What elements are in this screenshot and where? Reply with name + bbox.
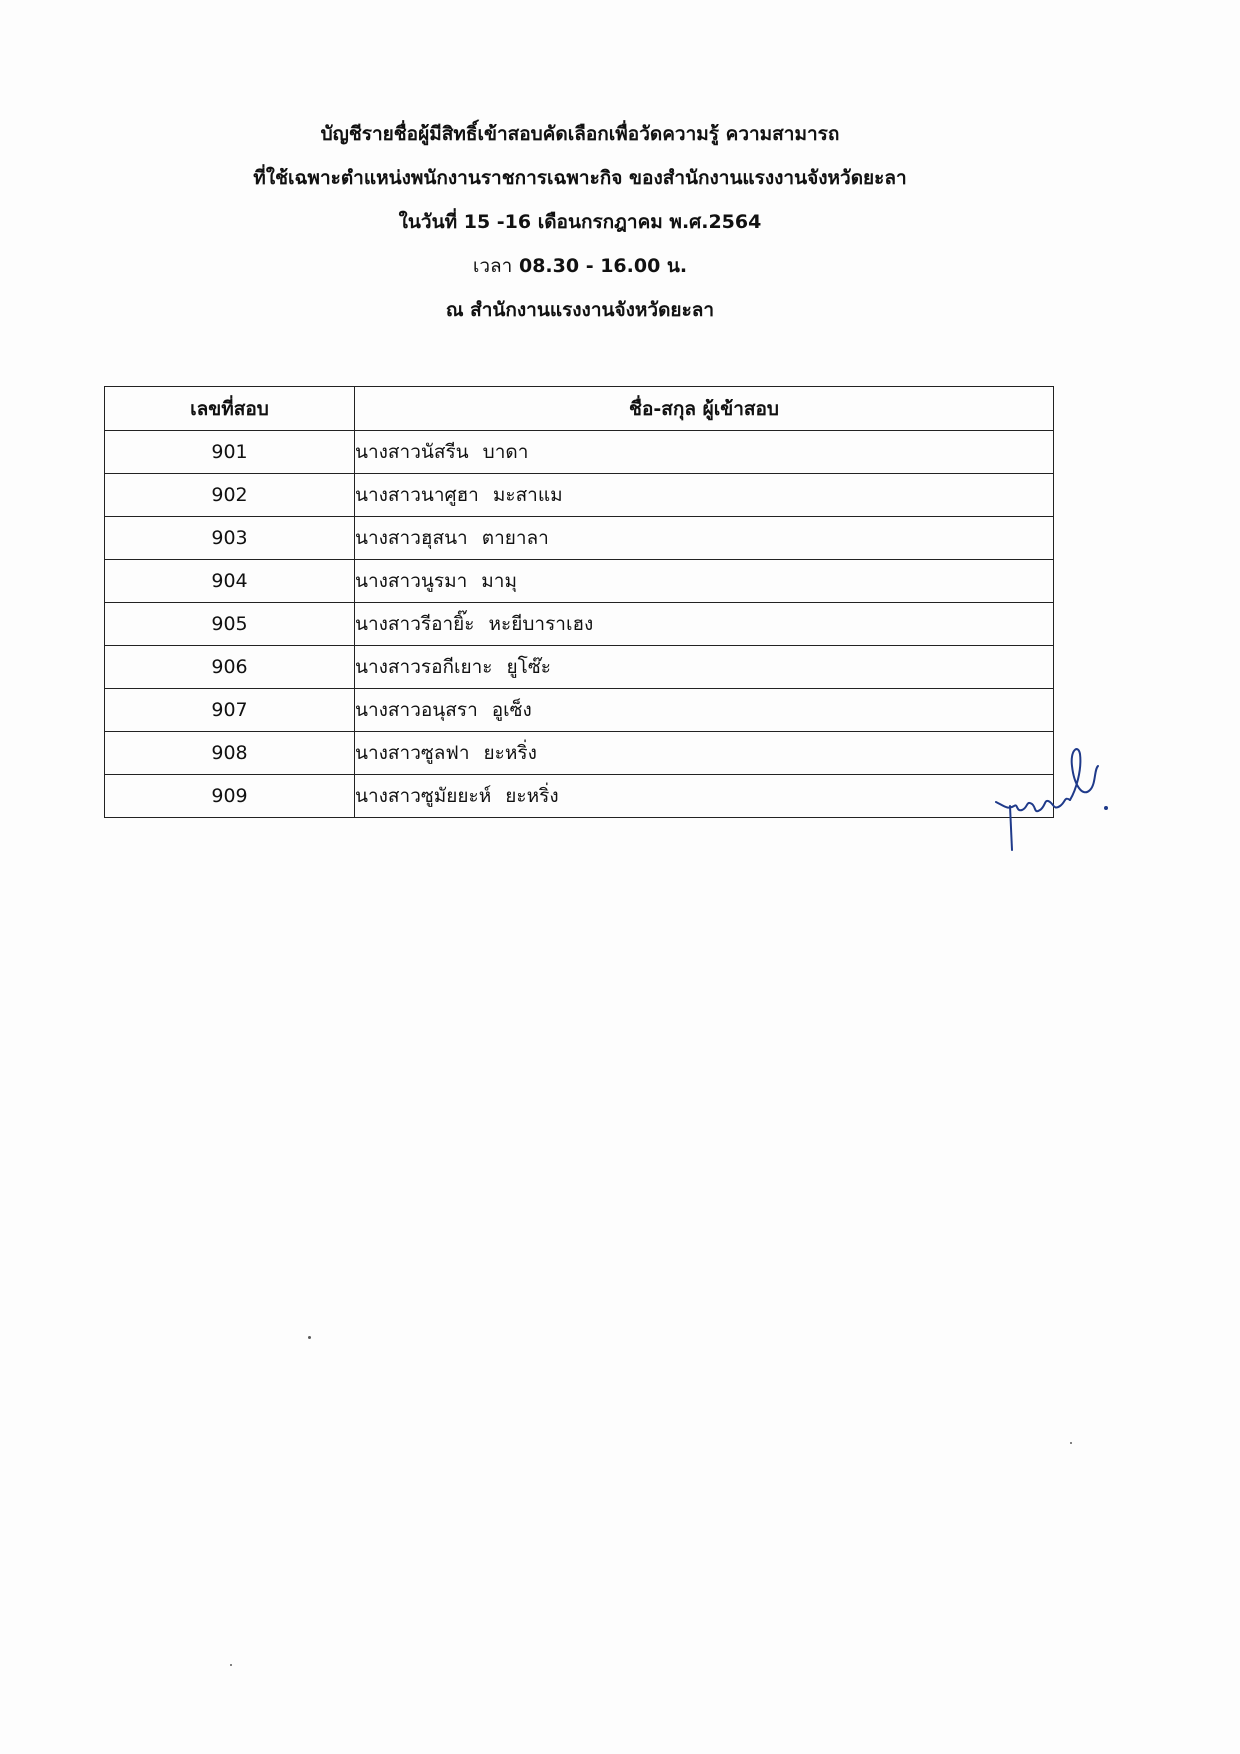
table-row — [105, 603, 1054, 646]
first-name: นางสาวซูมัยยะห์ — [355, 785, 492, 807]
table-row — [105, 646, 1054, 689]
candidate-name — [355, 646, 1054, 689]
first-name: นางสาวอนุสรา — [355, 699, 478, 721]
last-name: มะสาแม — [492, 484, 563, 506]
last-name: มามุ — [481, 570, 517, 592]
first-name: นางสาวซูลฟา — [355, 742, 470, 764]
table-row — [105, 474, 1054, 517]
header-exam-time — [0, 244, 1160, 288]
first-name: นางสาวรีอายิ๊ะ — [355, 613, 475, 635]
exam-number: 903 — [105, 517, 355, 560]
exam-number: 909 — [105, 775, 355, 818]
candidate-name — [355, 560, 1054, 603]
last-name: หะยีบาราเฮง — [488, 613, 594, 635]
table-row — [105, 517, 1054, 560]
candidate-name — [355, 474, 1054, 517]
scan-speck — [230, 1664, 232, 1666]
time-label: เวลา — [472, 255, 513, 277]
candidate-name — [355, 689, 1054, 732]
table-row — [105, 431, 1054, 474]
exam-number: 907 — [105, 689, 355, 732]
candidate-name — [355, 775, 1054, 818]
first-name: นางสาวรอกีเยาะ — [355, 656, 493, 678]
exam-number: 908 — [105, 732, 355, 775]
first-name: นางสาวนูรมา — [355, 570, 468, 592]
header-exam-venue: ณ สำนักงานแรงงานจังหวัดยะลา — [445, 299, 715, 321]
candidate-name — [355, 603, 1054, 646]
exam-number: 901 — [105, 431, 355, 474]
exam-number: 906 — [105, 646, 355, 689]
first-name: นางสาวนาศูฮา — [355, 484, 479, 506]
table-header-row — [105, 387, 1054, 431]
candidate-name — [355, 517, 1054, 560]
exam-number: 902 — [105, 474, 355, 517]
last-name: ยูโซ๊ะ — [506, 656, 551, 678]
last-name: ยะหริ่ง — [483, 742, 537, 764]
table-row — [105, 732, 1054, 775]
table-row — [105, 775, 1054, 818]
exam-number: 905 — [105, 603, 355, 646]
scan-speck — [1070, 1442, 1072, 1444]
candidate-name — [355, 431, 1054, 474]
last-name: ยะหริ่ง — [505, 785, 559, 807]
column-header-exam-number: เลขที่สอบ — [105, 387, 355, 431]
exam-number: 904 — [105, 560, 355, 603]
first-name: นางสาวฮุสนา — [355, 527, 468, 549]
time-range: 08.30 - 16.00 น. — [518, 255, 688, 277]
last-name: อูเซ็ง — [491, 699, 532, 721]
scan-speck — [308, 1336, 311, 1339]
header-title-line2: ที่ใช้เฉพาะตำแหน่งพนักงานราชการเฉพาะกิจ ของสำนักงานแรงงานจังหวัดยะลา — [253, 167, 907, 189]
header-exam-date: ในวันที่ 15 -16 เดือนกรกฎาคม พ.ศ.2564 — [398, 211, 762, 233]
candidate-name — [355, 732, 1054, 775]
header-title-line1: บัญชีรายชื่อผู้มีสิทธิ์เข้าสอบคัดเลือกเพื่อวัดความรู้ ความสามารถ — [320, 123, 840, 145]
last-name: บาดา — [482, 441, 529, 463]
table-row — [105, 560, 1054, 603]
document-header — [0, 112, 1160, 332]
column-header-candidate-name: ชื่อ-สกุล ผู้เข้าสอบ — [355, 387, 1054, 431]
last-name: ตายาลา — [481, 527, 549, 549]
handwritten-signature — [990, 740, 1120, 860]
table-row — [105, 689, 1054, 732]
first-name: นางสาวนัสรีน — [355, 441, 469, 463]
candidate-table — [104, 386, 1054, 818]
